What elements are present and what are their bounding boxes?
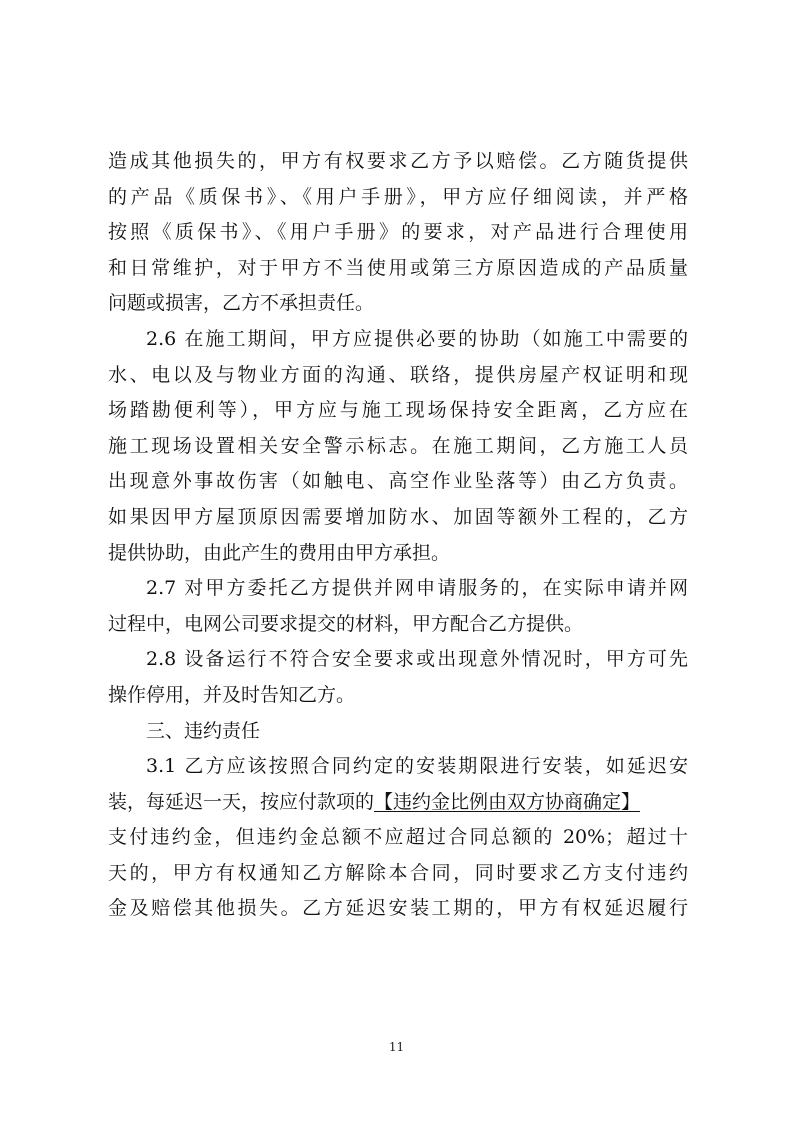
- text-line: 和日常维护，对于甲方不当使用或第三方原因造成的产品质量: [108, 256, 688, 279]
- text-line: 天的，甲方有权通知乙方解除本合同，同时要求乙方支付违约: [108, 861, 688, 884]
- text-line: 的产品《质保书》、《用户手册》，甲方应仔细阅读，并严格: [108, 185, 688, 208]
- clause-2-7-line: 2.7 对甲方委托乙方提供并网申请服务的，在实际申请并网: [146, 577, 688, 600]
- clause-2-8-line: 2.8 设备运行不符合安全要求或出现意外情况时，甲方可先: [146, 648, 688, 671]
- text-line: 造成其他损失的，甲方有权要求乙方予以赔偿。乙方随货提供: [108, 150, 688, 172]
- text-line: 金及赔偿其他损失。乙方延迟安装工期的，甲方有权延迟履行: [108, 897, 688, 920]
- text-line-with-blank: [108, 785, 688, 821]
- section-heading: 三、违约责任: [146, 719, 261, 742]
- text-line: 如果因甲方屋顶原因需要增加防水、加固等额外工程的，乙方: [108, 505, 688, 528]
- text-line: 场踏勘便利等），甲方应与施工现场保持安全距离，乙方应在: [108, 399, 688, 422]
- clause-3-1-line: 3.1 乙方应该按照合同约定的安装期限进行安装，如延迟安: [146, 755, 688, 778]
- text-line: 出现意外事故伤害（如触电、高空作业坠落等）由乙方负责。: [108, 470, 688, 493]
- text-segment: 装，每延迟一天，按应付款项的: [108, 790, 375, 813]
- text-line: 提供协助，由此产生的费用由甲方承担。: [108, 541, 451, 564]
- page-number: 11: [388, 1040, 405, 1054]
- text-line: 支付违约金，但违约金总额不应超过合同总额的 20%；超过十: [108, 826, 688, 849]
- body-text: [108, 144, 688, 927]
- text-line: 按照《质保书》、《用户手册》的要求，对产品进行合理使用: [108, 221, 688, 244]
- text-line: 水、电以及与物业方面的沟通、联络，提供房屋产权证明和现: [108, 363, 688, 386]
- text-line: 问题或损害，乙方不承担责任。: [108, 292, 375, 315]
- clause-2-6-line: 2.6 在施工期间，甲方应提供必要的协助（如施工中需要的: [146, 327, 688, 350]
- text-line: 操作停用，并及时告知乙方。: [108, 683, 356, 706]
- fill-in-blank: 【违约金比例由双方协商确定】: [374, 790, 641, 813]
- text-line: 过程中，电网公司要求提交的材料，甲方配合乙方提供。: [108, 612, 584, 635]
- text-line: 施工现场设置相关安全警示标志。在施工期间，乙方施工人员: [108, 434, 688, 457]
